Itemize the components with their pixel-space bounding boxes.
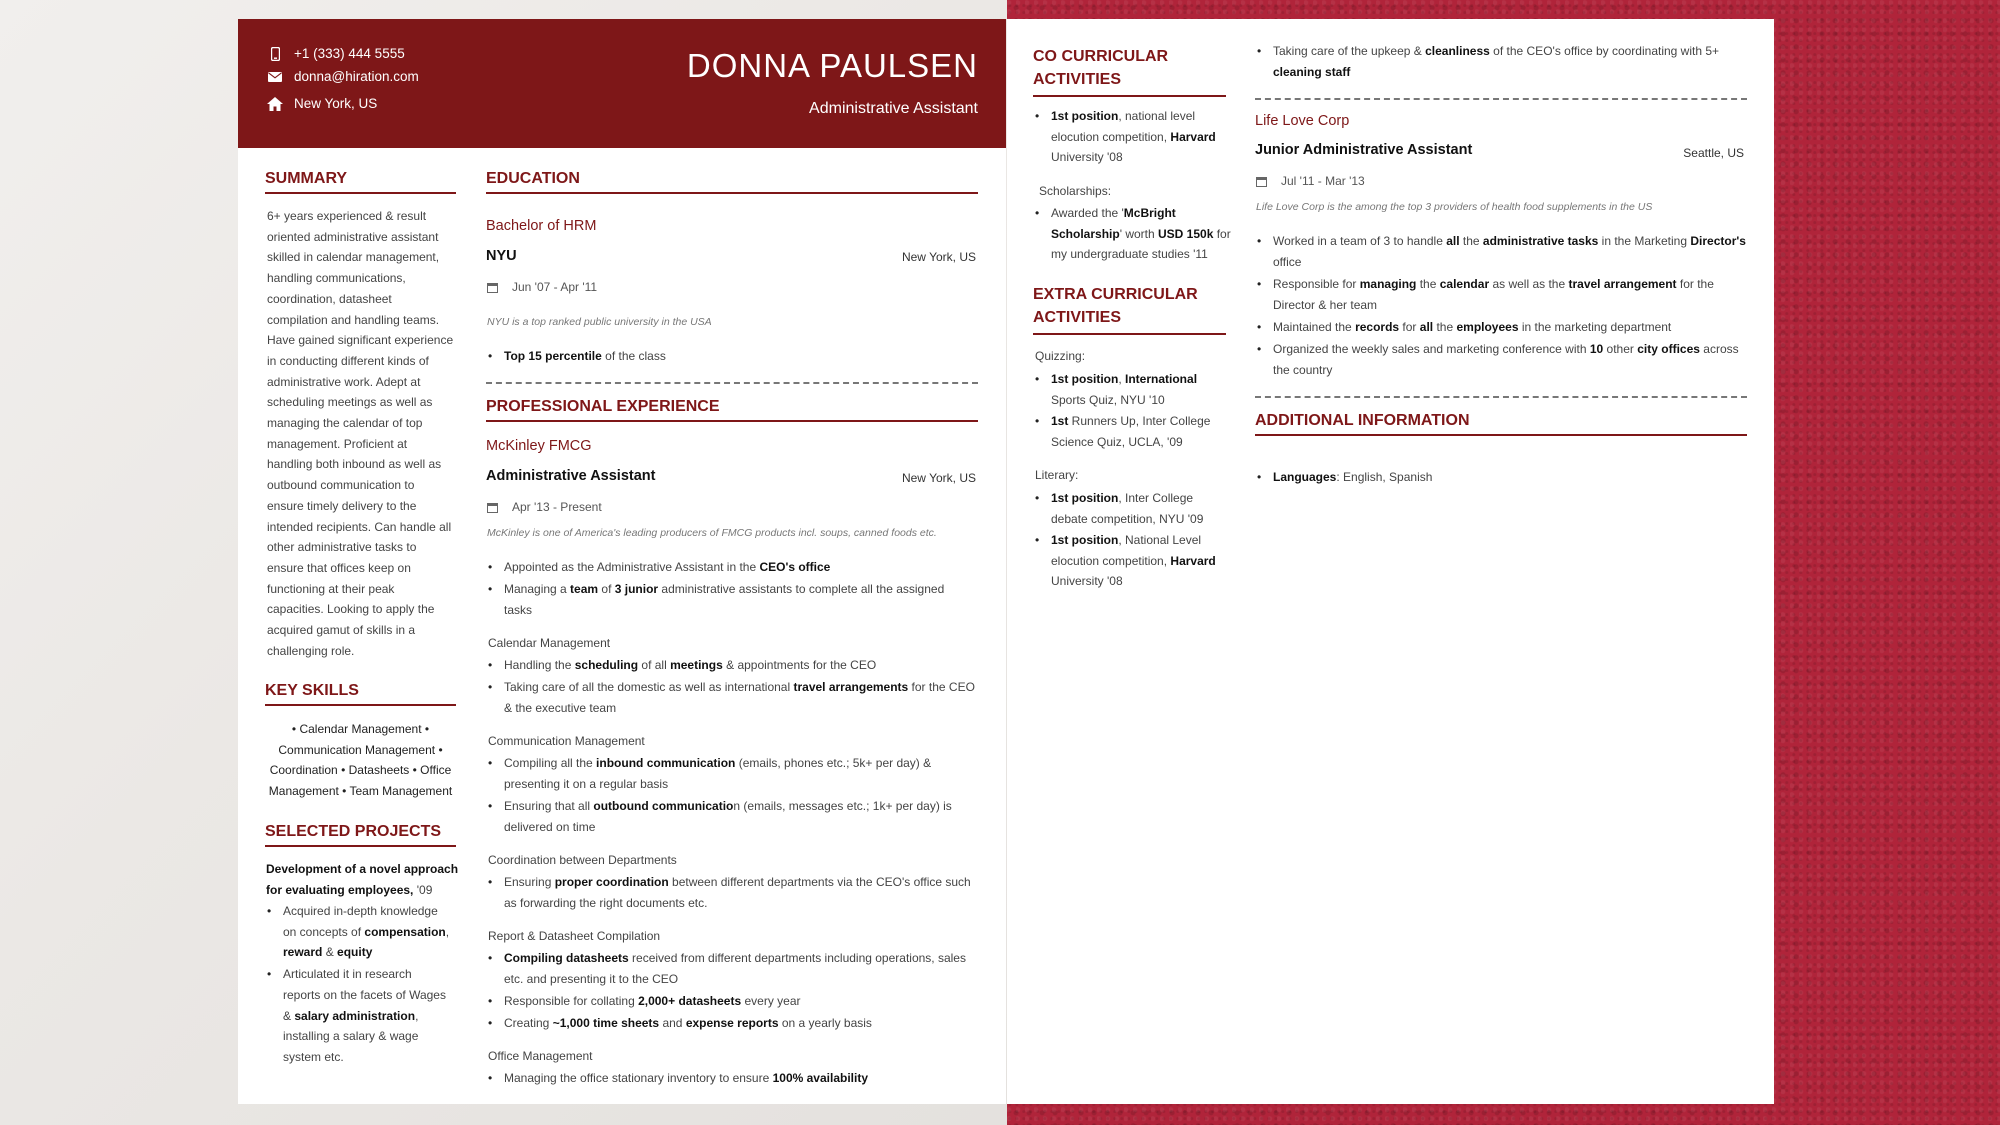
list-item: • Worked in a team of 3 to handle all the administrative tasks in the Marketing Director's office [1255,231,1755,273]
project-bullets [265,901,460,1069]
list-item: • 1st position, Inter College debate competition, NYU '09 [1033,488,1233,529]
report-bullets [486,948,986,1035]
skills-title: KEY SKILLS [265,681,456,706]
coordination-bullets [486,872,986,915]
summary-line: 6+ years experienced & result [267,209,427,223]
job-title-2: Junior Administrative Assistant [1255,142,1473,158]
summary-line: handling both inbound as well as [267,457,442,472]
calendar-bullets [486,655,986,720]
list-item: • Organized the weekly sales and marketing conference with 10 other city offices across the country [1255,339,1755,381]
summary-line: functioning at their peak [267,581,395,596]
education-title: EDUCATION [486,169,978,194]
office-bullets [486,1068,986,1090]
coordination-heading: Coordination between Departments [488,853,677,867]
summary-line: outbound communication to [267,478,415,493]
company-name-2: Life Love Corp [1255,113,1350,129]
company-description-2: Life Love Corp is the among the top 3 providers of health food supplements in the US [1256,201,1653,213]
company-description: McKinley is one of America's leading producers of FMCG products incl. soups, canned foods etc. [487,527,937,539]
list-item: • Languages: English, Spanish [1255,467,1755,488]
school-name: NYU [486,248,517,264]
divider [1255,98,1747,100]
list-item: • 1st position, National Level elocution competition, Harvard University '08 [1033,530,1233,592]
job-dates: Apr '13 - Present [487,500,602,514]
resume-header [238,19,1006,148]
extra-curricular-title: EXTRA CURRICULAR ACTIVITIES [1033,283,1226,335]
list-item: • Appointed as the Administrative Assistant in the CEO's office [486,557,986,578]
phone-icon [266,47,284,61]
list-item: • Compiling datasheets received from different departments including operations, sales etc. and presenting it to the CEO [486,948,986,990]
list-item: • Creating ~1,000 time sheets and expense reports on a yearly basis [486,1013,986,1034]
skills-line: Management • Team Management [268,784,453,799]
list-item: • Taking care of all the domestic as well as international travel arrangements for the CEO & the executive team [486,677,986,719]
list-item: • 1st Runners Up, Inter College Science Quiz, UCLA, '09 [1033,411,1233,452]
job1-continued-bullets [1255,41,1750,84]
list-item: • Managing the office stationary inventory to ensure 100% availability [486,1068,986,1089]
job1-bullets [486,557,986,622]
job-location-2: Seattle, US [1683,146,1744,160]
summary-line: scheduling meetings as well as [267,395,433,410]
degree-name: Bachelor of HRM [486,218,597,234]
projects-title: SELECTED PROJECTS [265,822,456,847]
skills-line: Communication Management • [278,742,443,757]
divider [1255,396,1747,398]
phone-text: +1 (333) 444 5555 [294,46,405,61]
contact-phone [266,46,405,61]
list-item: • Ensuring that all outbound communication (emails, messages etc.; 1k+ per day) is delivered on time [486,796,986,838]
co-curricular-title: CO CURRICULAR ACTIVITIES [1033,45,1226,97]
co-curricular-bullets [1033,106,1233,169]
project-heading-line1: Development of a novel approach [266,862,459,876]
communication-management-heading: Communication Management [488,734,645,748]
communication-bullets [486,753,986,839]
list-item: • Acquired in-depth knowledge on concepts of compensation, reward & equity [265,901,460,963]
list-item: • Awarded the 'McBright Scholarship' worth USD 150k for my undergraduate studies '11 [1033,203,1233,265]
scholarship-bullets [1033,203,1233,266]
list-item: • Managing a team of 3 junior administrative assistants to complete all the assigned tasks [486,579,986,621]
experience-title: PROFESSIONAL EXPERIENCE [486,397,978,422]
email-text: donna@hiration.com [294,69,419,84]
resume-page-2 [1007,19,1774,1104]
school-location: New York, US [901,250,976,264]
list-item: • Maintained the records for all the employees in the marketing department [1255,317,1755,338]
summary-line: compilation and handling teams. [267,312,440,327]
school-description: NYU is a top ranked public university in the USA [487,316,712,328]
list-item: • Taking care of the upkeep & cleanliness of the CEO's office by coordinating with 5+ cleaning staff [1255,41,1750,83]
skills-line: • Calendar Management • [291,722,430,736]
list-item: • 1st position, International Sports Quiz, NYU '10 [1033,369,1233,410]
summary-title: SUMMARY [265,169,456,194]
summary-line: intended recipients. Can handle all [267,519,452,534]
company-name: McKinley FMCG [486,438,592,454]
job-title: Administrative Assistant [486,468,656,484]
summary-line: acquired gamut of skills in a [267,623,416,638]
summary-line: in conducting different kinds of [267,353,429,368]
office-management-heading: Office Management [488,1049,593,1063]
summary-line: oriented administrative assistant [267,229,439,244]
skills-text [265,719,456,802]
report-heading: Report & Datasheet Compilation [488,929,661,943]
summary-line: management. Proficient at [267,436,408,451]
literary-heading: Literary: [1035,468,1079,482]
job2-bullets [1255,231,1755,382]
calendar-icon [487,282,498,293]
summary-line: capacities. Looking to apply the [267,602,435,617]
skills-line: Coordination • Datasheets • Office [269,763,452,778]
list-item: • Compiling all the inbound communication (emails, phones etc.; 5k+ per day) & presenting it on a regular basis [486,753,986,795]
summary-line: ensure timely delivery to the [267,498,417,513]
additional-info-title: ADDITIONAL INFORMATION [1255,411,1747,436]
summary-line: challenging role. [267,643,355,658]
summary-text [267,206,462,661]
candidate-role: Administrative Assistant [809,100,978,117]
list-item: • Handling the scheduling of all meetings & appointments for the CEO [486,655,986,676]
summary-line: skilled in calendar management, [267,250,440,265]
list-item: • Responsible for collating 2,000+ datasheets every year [486,991,986,1012]
summary-line: managing the calendar of top [267,416,423,431]
quizzing-bullets [1033,369,1233,453]
project-year: '09 [413,882,433,897]
job-dates-2: Jul '11 - Mar '13 [1256,174,1365,188]
list-item: • Articulated it in research reports on the facets of Wages & salary administration, installing a salary & wage system etc. [265,964,460,1068]
literary-bullets [1033,488,1233,593]
location-text: New York, US [294,96,378,111]
home-icon [266,97,284,111]
list-item: • Top 15 percentile of the class [486,346,978,367]
summary-line: Have gained significant experience [267,333,454,348]
education-dates: Jun '07 - Apr '11 [487,280,597,294]
summary-line: ensure that offices keep on [267,560,411,575]
project-heading-line2: for evaluating employees, [266,882,414,897]
summary-line: handling communications, [267,271,406,286]
scholarships-heading: Scholarships: [1039,184,1112,198]
summary-line: administrative work. Adept at [267,374,421,389]
additional-bullets [1255,467,1755,489]
quizzing-heading: Quizzing: [1035,349,1086,363]
calendar-icon [487,502,498,513]
list-item: • 1st position, national level elocution competition, Harvard University '08 [1033,106,1233,168]
candidate-name: DONNA PAULSEN [686,47,978,84]
education-bullets [486,346,978,368]
list-item: • Responsible for managing the calendar as well as the travel arrangement for the Director & her team [1255,274,1755,316]
mail-icon [266,72,284,82]
project-heading [266,859,461,900]
summary-line: coordination, datasheet [267,291,392,306]
calendar-management-heading: Calendar Management [488,636,611,650]
resume-page-1 [238,19,1006,1104]
job-location: New York, US [901,471,976,485]
divider [486,382,978,384]
contact-email [266,69,419,84]
summary-line: other administrative tasks to [267,540,417,555]
list-item: • Ensuring proper coordination between different departments via the CEO's office such as forwarding the right documents etc. [486,872,986,914]
contact-location [266,96,377,111]
calendar-icon [1256,176,1267,187]
